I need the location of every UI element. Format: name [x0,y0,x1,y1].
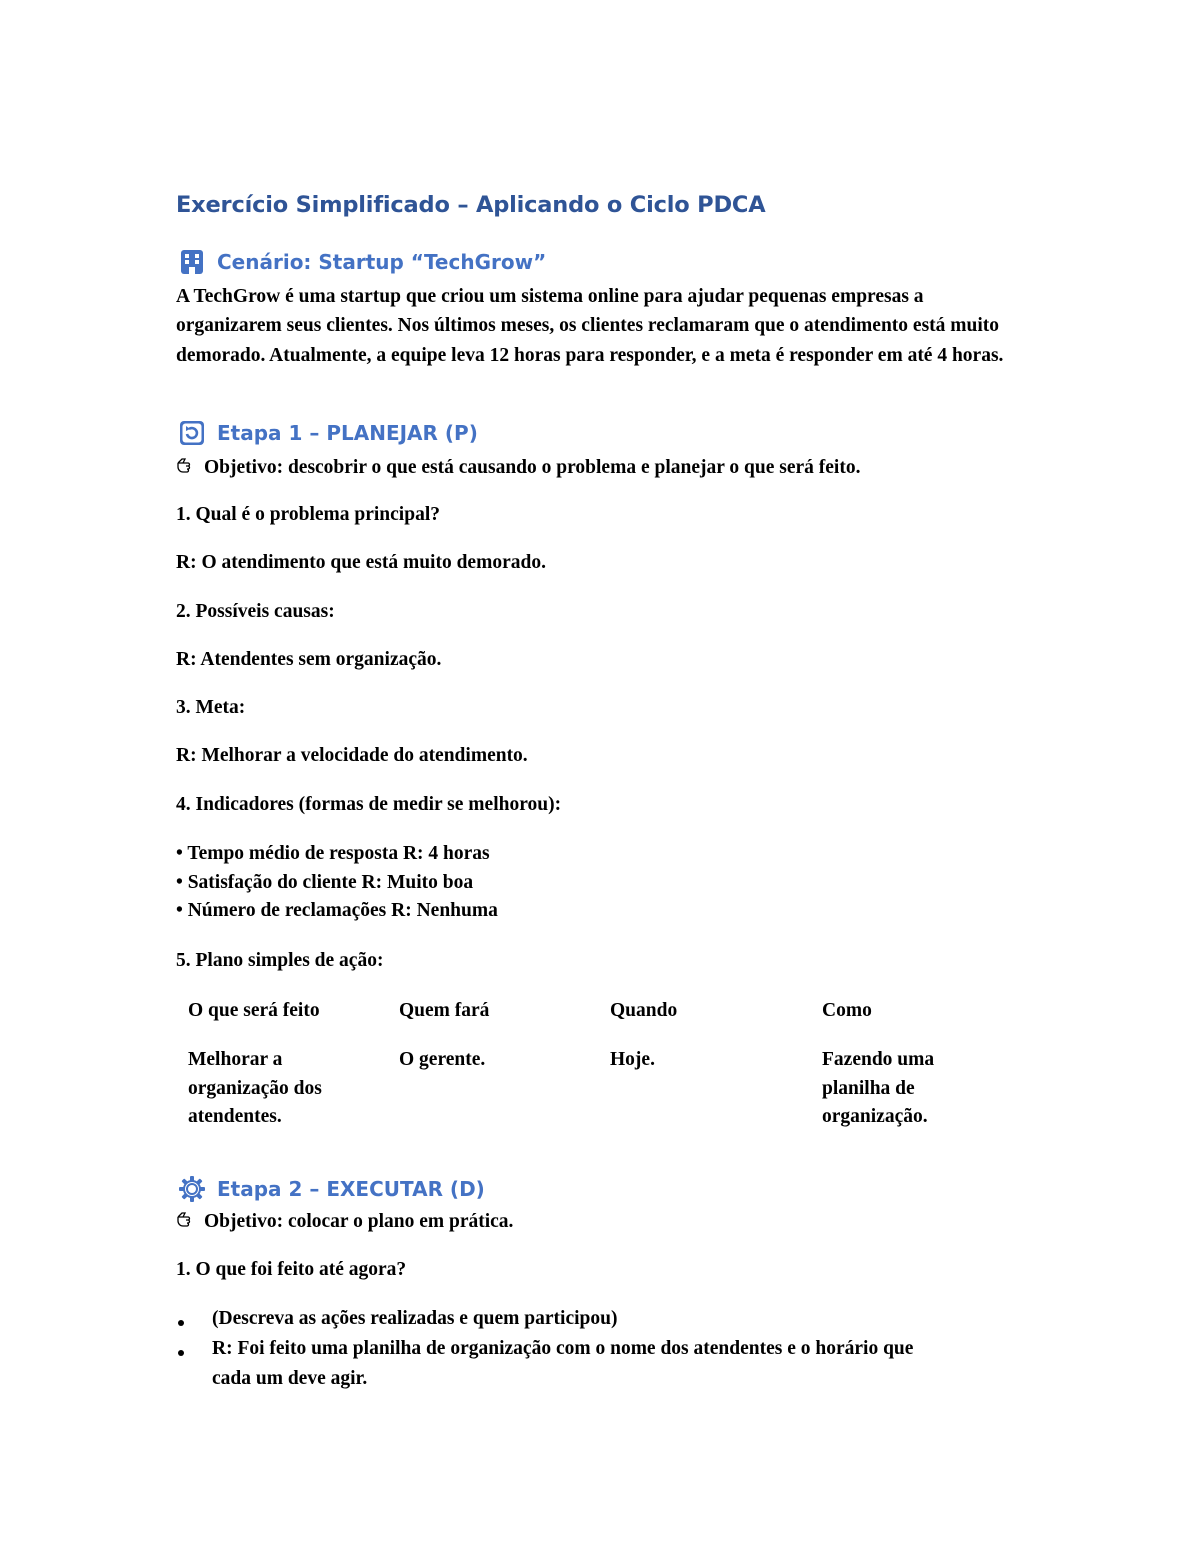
table-cell-what [188,1046,322,1132]
table-cell-line: atendentes. [188,1106,282,1127]
table-cell-line: planilha de [822,1077,915,1099]
stage1-question-1: 1. Qual é o problema principal? [176,504,440,525]
scenario-heading-row [177,248,546,276]
gear-icon [177,1175,207,1203]
table-cell-how [822,1046,934,1132]
stage1-question-3: 3. Meta: [176,697,246,718]
scenario-paragraph: A TechGrow é uma startup que criou um sistema online para ajudar pequenas empresas a organizarem seus clientes. Nos últimos meses, os clientes reclamaram que o atendimento está muito demorado. Atualmente, a equipe leva 12 horas para responder, e a meta é responder em até 4 horas. [176,286,1004,366]
refresh-icon [177,419,207,447]
document-title: Exercício Simplificado – Aplicando o Ciclo PDCA [176,192,766,218]
table-cell-line: organização. [822,1106,928,1127]
stage2-question-1: 1. O que foi feito até agora? [176,1259,407,1280]
stage1-question-5: 5. Plano simples de ação: [176,950,384,971]
stage1-heading: Etapa 1 – PLANEJAR (P) [217,421,478,445]
table-header-how: Como [822,1000,872,1021]
stage1-question-2: 2. Possíveis causas: [176,601,335,622]
stage2-bullet: R: Foi feito uma planilha de organização com o nome dos atendentes e o horário que [212,1338,914,1359]
stage2-heading-row [177,1175,485,1203]
stage2-objective [176,1210,513,1236]
table-header-when: Quando [610,1000,678,1021]
stage2-objective-text: Objetivo: colocar o plano em prática. [204,1211,514,1232]
stage1-answer-3: R: Melhorar a velocidade do atendimento. [176,745,528,766]
pointing-hand-icon [176,1210,196,1236]
stage2-bullet: (Descreva as ações realizadas e quem participou) [212,1308,618,1329]
indicator-item: • Satisfação do cliente R: Muito boa [176,872,474,893]
stage1-answer-1: R: O atendimento que está muito demorado. [176,552,546,573]
table-header-what: O que será feito [188,1000,320,1021]
table-cell-line: Melhorar a [188,1049,283,1070]
indicator-item: • Tempo médio de resposta R: 4 horas [176,843,490,864]
table-cell-line: O gerente. [399,1049,486,1070]
bullet-dot [178,1320,184,1326]
building-icon [177,248,207,276]
stage2-bullet-continuation: cada um deve agir. [212,1368,368,1389]
stage1-objective-text: Objetivo: descobrir o que está causando o problema e planejar o que será feito. [204,457,861,478]
stage2-heading: Etapa 2 – EXECUTAR (D) [217,1177,485,1201]
scenario-heading: Cenário: Startup “TechGrow” [217,250,547,274]
indicator-item: • Número de reclamações R: Nenhuma [176,900,498,921]
table-cell-who [399,1046,485,1075]
pointing-hand-icon [176,456,196,482]
table-header-who: Quem fará [399,1000,490,1021]
bullet-dot [178,1350,184,1356]
table-cell-line: Hoje. [610,1049,655,1070]
stage1-question-4: 4. Indicadores (formas de medir se melhorou): [176,794,562,815]
stage1-answer-2: R: Atendentes sem organização. [176,649,442,670]
stage1-objective [176,456,860,482]
stage1-heading-row [177,419,478,447]
table-cell-line: organização dos [188,1077,322,1099]
table-cell-when [610,1046,655,1075]
table-cell-line: Fazendo uma [822,1049,935,1070]
